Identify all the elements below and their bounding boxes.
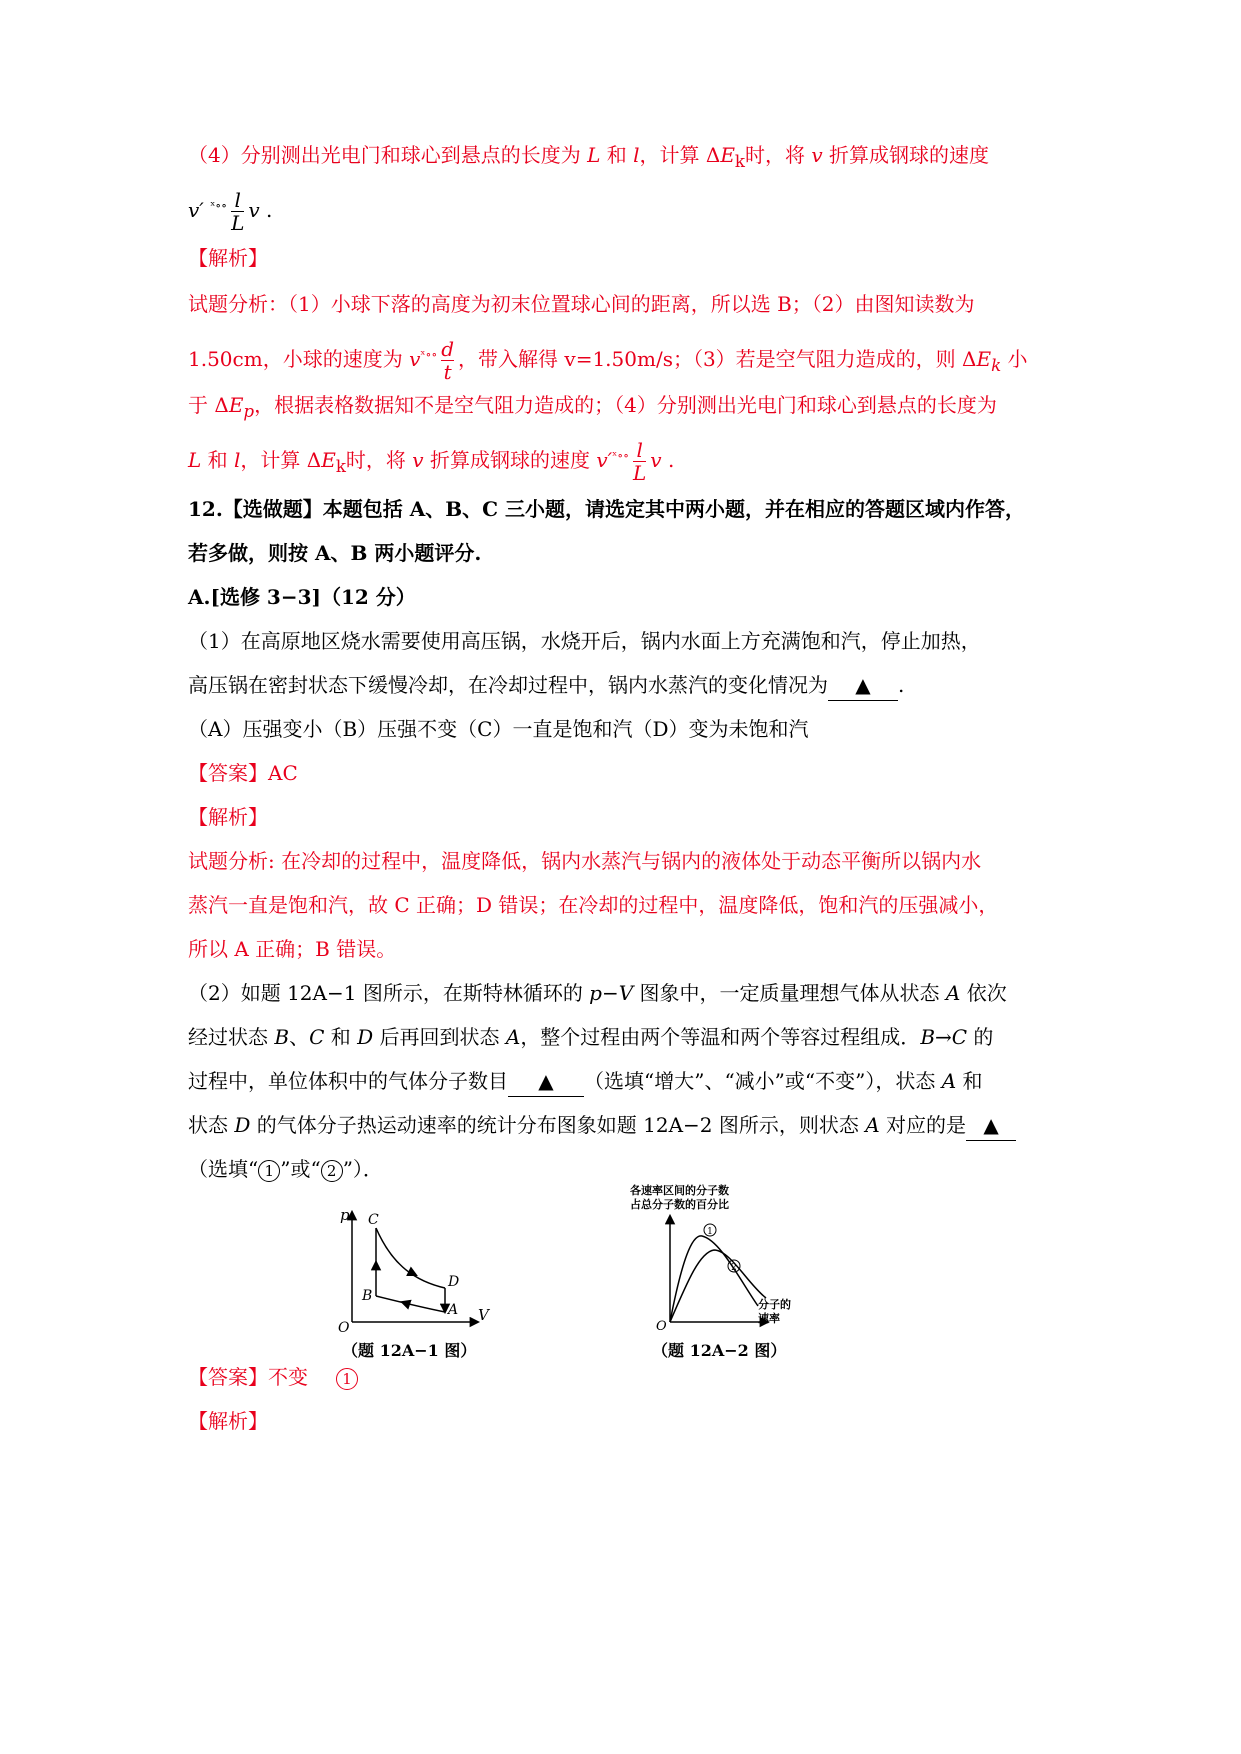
var-v: v	[409, 347, 421, 371]
point-a-label: A	[448, 1302, 459, 1318]
answer-blank: ▲	[508, 1066, 584, 1097]
text: 于 Δ	[188, 393, 229, 417]
origin-label: O	[656, 1319, 667, 1334]
text: ，根据表格数据知不是空气阻力造成的；（4）分别测出光电门和球心到悬点的长度为	[254, 393, 997, 417]
text: 高压锅在密封状态下缓慢冷却，在冷却过程中，锅内水蒸汽的变化情况为	[188, 673, 828, 697]
text: 后再回到状态	[373, 1025, 506, 1049]
answer-value: AC	[268, 761, 298, 785]
text: 的气体分子热运动速率的统计分布图象如题 12A−2 图所示，则状态	[250, 1113, 866, 1137]
curve-1	[670, 1236, 758, 1322]
point-c-label: C	[368, 1212, 379, 1228]
q12-line2: 若多做，则按 A、B 两小题评分.	[188, 541, 482, 565]
var-E: E	[720, 143, 735, 167]
a1-line1: （1）在高原地区烧水需要使用高压锅，水烧开后，锅内水面上方充满饱和汽，停止加热，	[188, 629, 981, 653]
curve-1-label: 1	[707, 1227, 713, 1237]
text: 和	[201, 448, 234, 472]
text: 时，将	[345, 448, 413, 472]
text: 过程中，单位体积中的气体分子数目	[188, 1069, 508, 1093]
analysis2-line2: 蒸汽一直是饱和汽，故 C 正确；D 错误；在冷却的过程中，温度降低，饱和汽的压强减小，	[188, 893, 999, 917]
a1-line2	[188, 670, 904, 701]
var-v-prime: v′	[188, 198, 204, 222]
origin-label: O	[338, 1320, 350, 1336]
a2-line5	[188, 1154, 383, 1184]
section-a-title: A.[选修 3−3]（12 分）	[188, 585, 416, 609]
circled-number: 2	[321, 1160, 343, 1182]
a2-line3	[188, 1066, 983, 1097]
var-E: E	[321, 448, 336, 472]
var-v-prime: v′	[596, 448, 613, 472]
a2-line2	[188, 1022, 993, 1052]
answer1	[188, 758, 298, 788]
p-axis-label: p	[340, 1206, 350, 1224]
var-C: C	[309, 1025, 325, 1049]
var-v: v	[412, 448, 424, 472]
text: 对应的是	[879, 1113, 967, 1137]
subscript-k: k	[335, 457, 346, 476]
text: 依次	[960, 981, 1007, 1005]
var-v: v	[248, 198, 260, 222]
var-E: E	[228, 393, 244, 417]
text: .	[259, 198, 273, 222]
q12-line1: 12.【选做题】本题包括 A、B、C 三小题，请选定其中两小题，并在相应的答题区域内作答，	[188, 497, 1026, 521]
text: （4）分别测出光电门和球心到悬点的长度为	[188, 143, 588, 167]
text: ，计算 Δ	[639, 143, 721, 167]
fraction-numerator: l	[636, 438, 643, 462]
formula-operator: ˣ∘∘	[210, 198, 228, 213]
text: 时，将	[745, 143, 812, 167]
analysis-label: 【解析】	[188, 1409, 268, 1433]
figure-pv-diagram	[330, 1200, 550, 1370]
text: 经过状态	[188, 1025, 275, 1049]
text: ”或“	[280, 1157, 321, 1181]
text: （选填“	[188, 1157, 259, 1181]
text: 和	[600, 143, 634, 167]
circled-number: 1	[336, 1368, 358, 1390]
answer-blank: ▲	[828, 670, 898, 701]
var-A: A	[945, 981, 961, 1005]
text: .	[898, 673, 905, 697]
text: 折算成钢球的速度	[423, 448, 597, 472]
fraction	[441, 339, 454, 382]
item4-line	[188, 140, 989, 177]
x-axis-label-line1: 分子的	[758, 1298, 791, 1311]
fraction-numerator: d	[441, 337, 455, 361]
text: 1.50cm，小球的速度为	[188, 347, 410, 371]
text: 、	[289, 1025, 310, 1049]
answer-label: 【答案】	[188, 761, 268, 785]
answer-label: 【答案】	[188, 1365, 268, 1389]
var-l: l	[234, 448, 241, 472]
fraction-denominator: L	[231, 211, 245, 235]
answer2	[188, 1362, 358, 1392]
figure-caption: （题 12A−1 图）	[342, 1341, 477, 1360]
analysis-label: 【解析】	[188, 246, 268, 270]
var-L: L	[587, 143, 601, 167]
analysis2-line3: 所以 A 正确；B 错误。	[188, 937, 397, 961]
text: 和	[324, 1025, 358, 1049]
var-L: L	[188, 448, 202, 472]
circled-number: 1	[258, 1160, 280, 1182]
var-l: l	[633, 143, 640, 167]
subscript-k: k	[991, 356, 1002, 375]
formula-operator: ˣ∘∘	[612, 448, 630, 463]
analysis1-line2	[188, 339, 1028, 382]
var-pv: p−V	[589, 981, 634, 1005]
fraction	[633, 440, 646, 483]
var-A: A	[865, 1113, 880, 1137]
figure-speed-distribution	[630, 1180, 850, 1370]
fraction	[231, 190, 244, 233]
text: ，整个过程由两个等温和两个等容过程组成．	[520, 1025, 921, 1049]
fraction-denominator: L	[633, 461, 647, 485]
fraction-numerator: l	[234, 188, 241, 212]
text: 状态	[188, 1113, 235, 1137]
arrow-ab	[402, 1302, 408, 1304]
var-v: v	[811, 143, 823, 167]
answer-value: 不变	[268, 1365, 308, 1389]
fraction-denominator: t	[443, 360, 452, 384]
subscript-p: p	[243, 402, 255, 421]
analysis1-line1: 试题分析：（1）小球下落的高度为初末位置球心间的距离，所以选 B；（2）由图知读数为	[188, 292, 975, 316]
subscript-k: k	[734, 152, 746, 171]
figure-caption: （题 12A−2 图）	[652, 1341, 787, 1360]
var-E: E	[976, 347, 992, 371]
curve-2-label: 2	[731, 1263, 737, 1273]
text: ”）．	[342, 1157, 383, 1181]
var-B: B	[274, 1025, 290, 1049]
a2-line1	[188, 978, 1007, 1008]
var-D: D	[357, 1025, 374, 1049]
text: 图象中，一定质量理想气体从状态	[633, 981, 946, 1005]
analysis1-line4	[188, 440, 674, 483]
text: ，带入解得 v=1.50m/s；（3）若是空气阻力造成的，则 Δ	[458, 347, 977, 371]
y-axis-label-line2: 占总分子数的百分比	[630, 1198, 729, 1211]
analysis2-line1: 试题分析: 在冷却的过程中，温度降低，锅内水蒸汽与锅内的液体处于动态平衡所以锅内水	[188, 849, 982, 873]
text: 折算成钢球的速度	[822, 143, 990, 167]
a2-line4	[188, 1110, 1016, 1141]
isotherm-ab	[376, 1296, 445, 1312]
a1-options: （A）压强变小（B）压强不变（C）一直是饱和汽（D）变为未饱和汽	[188, 717, 809, 741]
text: .	[661, 448, 675, 472]
analysis1-line3	[188, 390, 997, 427]
var-b-to-c: B→C	[920, 1025, 968, 1049]
item4-formula	[188, 190, 272, 233]
text: ，计算 Δ	[240, 448, 322, 472]
answer-blank: ▲	[966, 1110, 1016, 1141]
y-axis-label-line1: 各速率区间的分子数	[630, 1184, 729, 1197]
text: 的	[967, 1025, 994, 1049]
point-b-label: B	[362, 1288, 373, 1304]
text: 小	[1001, 347, 1028, 371]
formula-operator: ˣ∘∘	[420, 347, 438, 362]
analysis-label: 【解析】	[188, 805, 268, 829]
text: 和	[956, 1069, 983, 1093]
x-axis-label-line2: 速率	[758, 1312, 780, 1325]
text: （选填“增大”、“减小”或“不变”），状态	[584, 1069, 942, 1093]
var-A: A	[941, 1069, 957, 1093]
isotherm-cd	[376, 1228, 445, 1288]
v-axis-label: V	[478, 1306, 489, 1324]
var-v: v	[650, 448, 662, 472]
point-d-label: D	[448, 1274, 460, 1290]
var-A: A	[505, 1025, 521, 1049]
text: （2）如题 12A−1 图所示，在斯特林循环的	[188, 981, 590, 1005]
var-D: D	[234, 1113, 251, 1137]
